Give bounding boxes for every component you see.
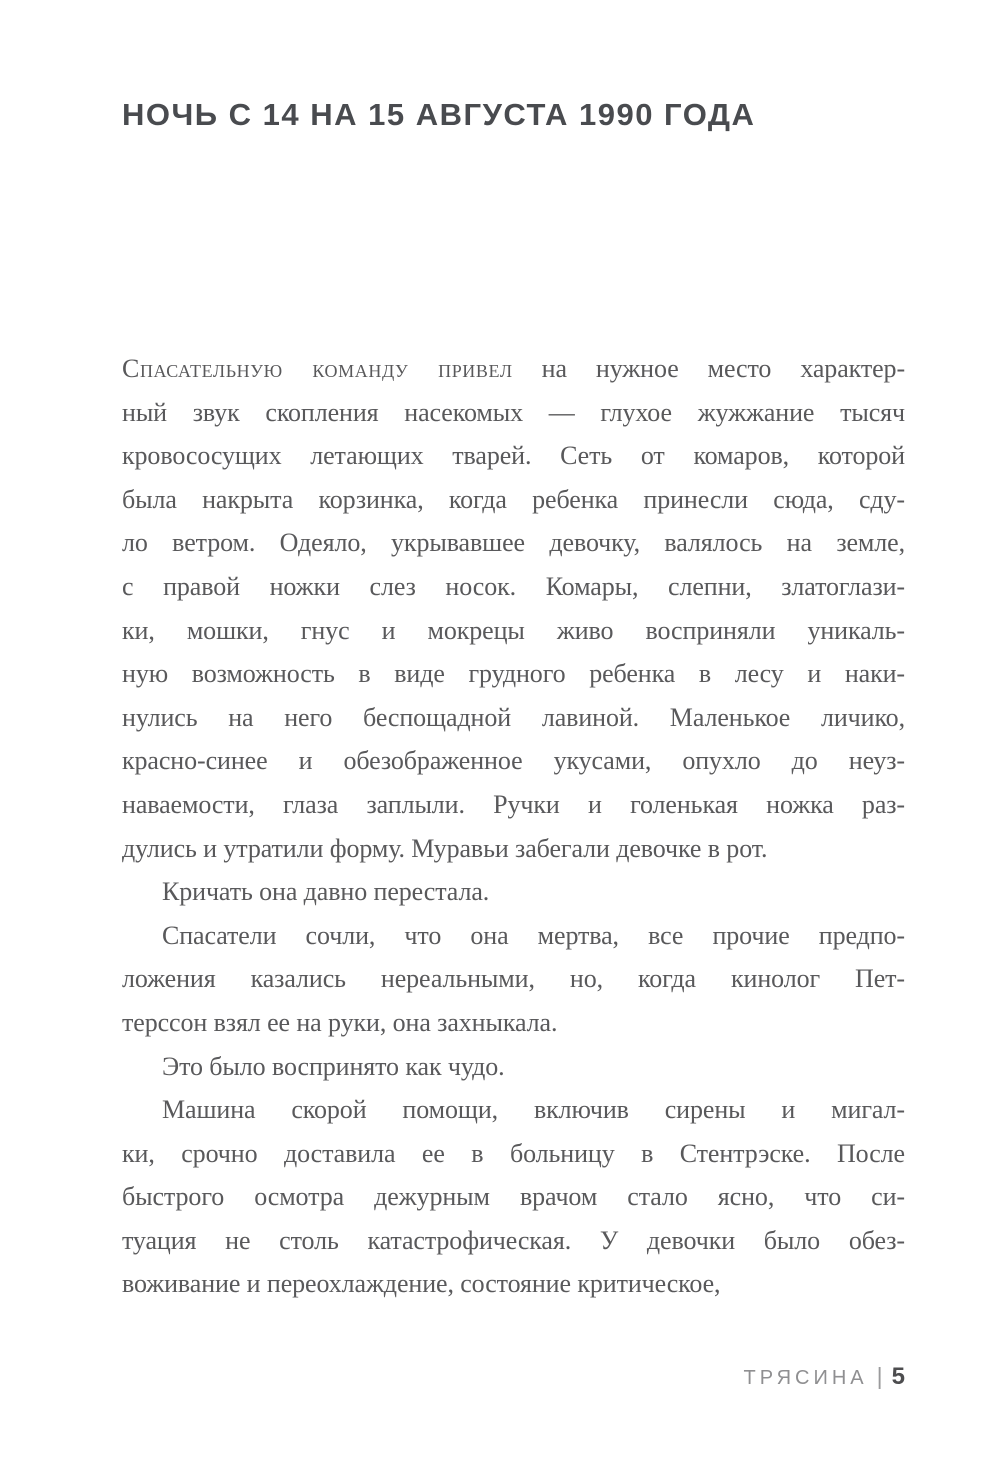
text-line: Машина скорой помощи, включив сирены и мигал- — [162, 1095, 905, 1125]
text-line: ный звук скопления насекомых — глухое жужжание тысяч — [122, 397, 905, 427]
text-line: была накрыта корзинка, когда ребенка принесли сюда, сду- — [122, 484, 905, 514]
text-line: ную возможность в виде грудного ребенка в лесу и наки- — [122, 659, 905, 689]
page-number: 5 — [891, 1363, 905, 1390]
paragraph — [122, 914, 905, 1045]
text-line: Кричать она давно перестала. — [162, 877, 490, 907]
footer-separator: | — [876, 1363, 883, 1389]
text-line: ло ветром. Одеяло, укрывавшее девочку, валялось на земле, — [122, 528, 905, 558]
text-line: дулись и утратили форму. Муравьи забегали девочке в рот. — [122, 833, 768, 863]
text-line: терссон взял ее на руки, она захныкала. — [122, 1007, 558, 1037]
paragraph — [122, 1045, 905, 1089]
text-line: ложения казались нереальными, но, когда кинолог Пет- — [122, 964, 905, 994]
text-line: туация не столь катастрофическая. У девочки было обез- — [122, 1225, 905, 1255]
text-line: нулись на него беспощадной лавиной. Маленькое личико, — [122, 702, 905, 732]
small-caps-lead: Спасательную команду привел — [122, 354, 513, 383]
paragraph — [122, 1088, 905, 1306]
body-text — [122, 347, 905, 1306]
text-line: быстрого осмотра дежурным врачом стало ясно, что си- — [122, 1182, 905, 1212]
text-line: воживание и переохлаждение, состояние критическое, — [122, 1269, 721, 1299]
text-line: Спасательную команду привел на нужное место характер- — [122, 354, 906, 383]
text-line: Спасатели сочли, что она мертва, все прочие предпо- — [162, 920, 905, 950]
text-line: красно-синее и обезображенное укусами, опухло до неуз- — [122, 746, 905, 776]
paragraph — [122, 347, 905, 870]
text-line: с правой ножки слез носок. Комары, слепни, златоглази- — [122, 571, 905, 601]
paragraph — [122, 870, 905, 914]
chapter-title: НОЧЬ С 14 НА 15 АВГУСТА 1990 ГОДА — [122, 97, 756, 132]
text-line: ки, мошки, гнус и мокрецы живо восприняли уникаль- — [122, 615, 905, 645]
text-line: наваемости, глаза заплыли. Ручки и голенькая ножка раз- — [122, 789, 905, 819]
text-line: кровососущих летающих тварей. Сеть от комаров, которой — [122, 441, 905, 471]
text-line: ки, срочно доставила ее в больницу в Стентрэске. После — [122, 1138, 905, 1168]
page-footer — [743, 1363, 905, 1391]
running-book-title: ТРЯСИНА — [743, 1367, 868, 1389]
text-line: Это было воспринято как чудо. — [162, 1051, 505, 1081]
